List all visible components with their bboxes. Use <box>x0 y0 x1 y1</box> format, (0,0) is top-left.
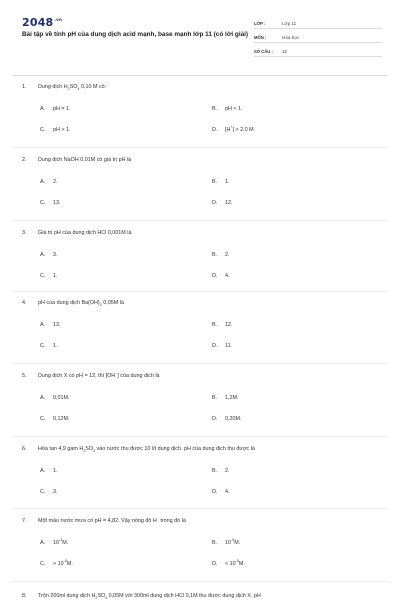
option-text: 2. <box>53 179 58 185</box>
document-title: Bài tập về tính pH của dung dịch acid mạnh, base mạnh lớp 11 (có lời giải) <box>22 31 249 38</box>
question-number: 2. <box>22 157 27 163</box>
option-letter: A. <box>40 395 46 401</box>
question-stem <box>22 300 387 306</box>
option-letter: B. <box>212 179 218 185</box>
question-number: 6. <box>22 446 27 452</box>
question-number: 1. <box>22 84 27 90</box>
document-header <box>0 0 400 72</box>
question-stem <box>22 373 387 379</box>
option-letter: D. <box>212 489 218 495</box>
option-letter: D. <box>212 561 218 567</box>
answer-option[interactable] <box>212 127 255 133</box>
answer-option[interactable] <box>212 395 238 401</box>
option-text: 1,2M. <box>225 395 239 401</box>
option-text: pH > 1. <box>53 127 71 133</box>
answer-option[interactable] <box>40 489 58 495</box>
question-stem <box>22 157 387 163</box>
option-text: 0,12M. <box>53 416 70 422</box>
answer-option[interactable] <box>40 468 58 474</box>
option-letter: D. <box>212 127 218 133</box>
option-text: $10^{-4}M$. <box>53 538 69 546</box>
question-text: Trộn 200ml dung dịch $H_2SO_4$ 0,05M với 300ml dung dịch HCl 0,1M thu được dung dịch X. pH <box>38 593 261 599</box>
answer-option[interactable] <box>212 273 230 279</box>
question-number: 3. <box>22 230 27 236</box>
option-letter: C. <box>40 489 46 495</box>
answer-option[interactable] <box>212 106 243 112</box>
answer-option[interactable] <box>40 343 58 349</box>
logo-suffix: .vn <box>54 17 62 23</box>
option-text: > $10^{-5}M$. <box>53 559 73 567</box>
answer-option[interactable] <box>40 540 68 546</box>
option-letter: D. <box>212 343 218 349</box>
question-stem <box>22 446 387 452</box>
answer-option[interactable] <box>40 322 61 328</box>
meta-value-count: 12 <box>282 49 288 54</box>
option-text: 1. <box>53 468 58 474</box>
option-letter: C. <box>40 200 46 206</box>
question-text: Giá trị pH của dung dịch HCl 0,001M là <box>38 230 132 236</box>
option-letter: D. <box>212 273 218 279</box>
question-separator <box>12 220 388 221</box>
answer-option[interactable] <box>40 395 69 401</box>
question-text: pH của dung dịch $Ba(OH)_2$ 0,05M là <box>38 300 124 306</box>
answer-option[interactable] <box>212 252 230 258</box>
option-text: 11. <box>225 343 233 349</box>
answer-option[interactable] <box>212 540 240 546</box>
answer-option[interactable] <box>40 127 71 133</box>
option-text: 3. <box>53 252 58 258</box>
option-text: 13. <box>53 200 61 206</box>
option-letter: B. <box>212 322 218 328</box>
answer-option[interactable] <box>40 561 73 567</box>
answer-option[interactable] <box>212 561 245 567</box>
meta-key-subject: MÔN : <box>254 35 267 40</box>
document-meta <box>254 17 382 59</box>
option-letter: C. <box>40 127 46 133</box>
question-number: 5. <box>22 373 27 379</box>
option-text: 2. <box>225 468 230 474</box>
option-text: 1. <box>225 179 230 185</box>
option-letter: A. <box>40 540 46 546</box>
option-text: $10^{-5}M$. <box>225 538 241 546</box>
question-separator <box>12 436 388 437</box>
answer-option[interactable] <box>40 416 69 422</box>
answer-option[interactable] <box>40 252 58 258</box>
question-separator <box>12 581 388 582</box>
option-text: 1. <box>53 273 58 279</box>
answer-option[interactable] <box>212 468 230 474</box>
option-text: 4. <box>225 273 230 279</box>
question-text: Dung dịch NaOH 0,01M có giá trị pH là <box>38 157 132 163</box>
option-letter: B. <box>212 106 218 112</box>
question-text: Dung dịch $H_2SO_4$ 0,10 M có: <box>38 84 107 90</box>
option-letter: A. <box>40 322 46 328</box>
option-text: 12. <box>225 200 233 206</box>
option-text: 12. <box>225 322 233 328</box>
question-separator <box>12 291 388 292</box>
answer-option[interactable] <box>40 273 58 279</box>
meta-key-grade: LỚP : <box>254 21 266 26</box>
option-letter: A. <box>40 106 46 112</box>
option-letter: C. <box>40 561 46 567</box>
option-letter: B. <box>212 395 218 401</box>
answer-option[interactable] <box>212 489 230 495</box>
site-logo[interactable] <box>22 16 62 29</box>
question-number: 7. <box>22 518 27 524</box>
question-number: 8. <box>22 593 27 599</box>
option-letter: C. <box>40 416 46 422</box>
question-separator <box>12 508 388 509</box>
option-letter: D. <box>212 200 218 206</box>
option-text: [H+] > 2,0 M. <box>225 125 256 133</box>
option-letter: C. <box>40 273 46 279</box>
question-stem <box>22 518 387 524</box>
question-text: Một mẫu nước mưa có pH = 4,82. Vậy nồng độ H+ trong đó là <box>38 518 186 524</box>
question-text: Hòa tan 4,9 gam $H_2SO_4$ vào nước thu được 10 lít dung dịch. pH của dung dịch thu được là <box>38 446 255 452</box>
answer-option[interactable] <box>212 200 233 206</box>
option-text: 3. <box>53 489 58 495</box>
option-letter: C. <box>40 343 46 349</box>
question-number: 4. <box>22 300 27 306</box>
answer-option[interactable] <box>40 179 58 185</box>
logo-text: 2048 <box>22 16 54 29</box>
answer-option[interactable] <box>212 416 241 422</box>
question-separator <box>12 363 388 364</box>
question-separator <box>12 147 388 148</box>
meta-key-count: SỐ CÂU : <box>254 49 273 54</box>
option-letter: D. <box>212 416 218 422</box>
answer-option[interactable] <box>212 343 232 349</box>
option-text: 13. <box>53 322 61 328</box>
option-text: pH = 1. <box>53 106 71 112</box>
option-text: 0,01M. <box>53 395 70 401</box>
option-text: < $10^{-5}M$. <box>225 559 245 567</box>
option-letter: A. <box>40 468 46 474</box>
meta-row-subject <box>254 31 382 43</box>
meta-row-grade <box>254 17 382 29</box>
answer-option[interactable] <box>40 200 61 206</box>
header-divider <box>12 75 388 76</box>
question-stem <box>22 230 387 236</box>
option-letter: A. <box>40 179 46 185</box>
question-text: Dung dịch X có pH = 12, thì [OH−] của dung dịch là <box>38 373 160 379</box>
option-letter: A. <box>40 252 46 258</box>
option-text: 4. <box>225 489 230 495</box>
question-stem <box>22 593 387 599</box>
option-text: pH < 1. <box>225 106 243 112</box>
option-text: 1. <box>53 343 58 349</box>
answer-option[interactable] <box>212 179 230 185</box>
meta-value-subject: Hóa học <box>282 35 300 40</box>
answer-option[interactable] <box>212 322 233 328</box>
question-stem <box>22 84 387 90</box>
option-letter: B. <box>212 540 218 546</box>
meta-value-grade: Lớp 11 <box>282 21 297 26</box>
answer-option[interactable] <box>40 106 71 112</box>
option-letter: B. <box>212 468 218 474</box>
option-text: 0,20M. <box>225 416 242 422</box>
option-text: 2. <box>225 252 230 258</box>
meta-row-count <box>254 45 382 57</box>
option-letter: B. <box>212 252 218 258</box>
